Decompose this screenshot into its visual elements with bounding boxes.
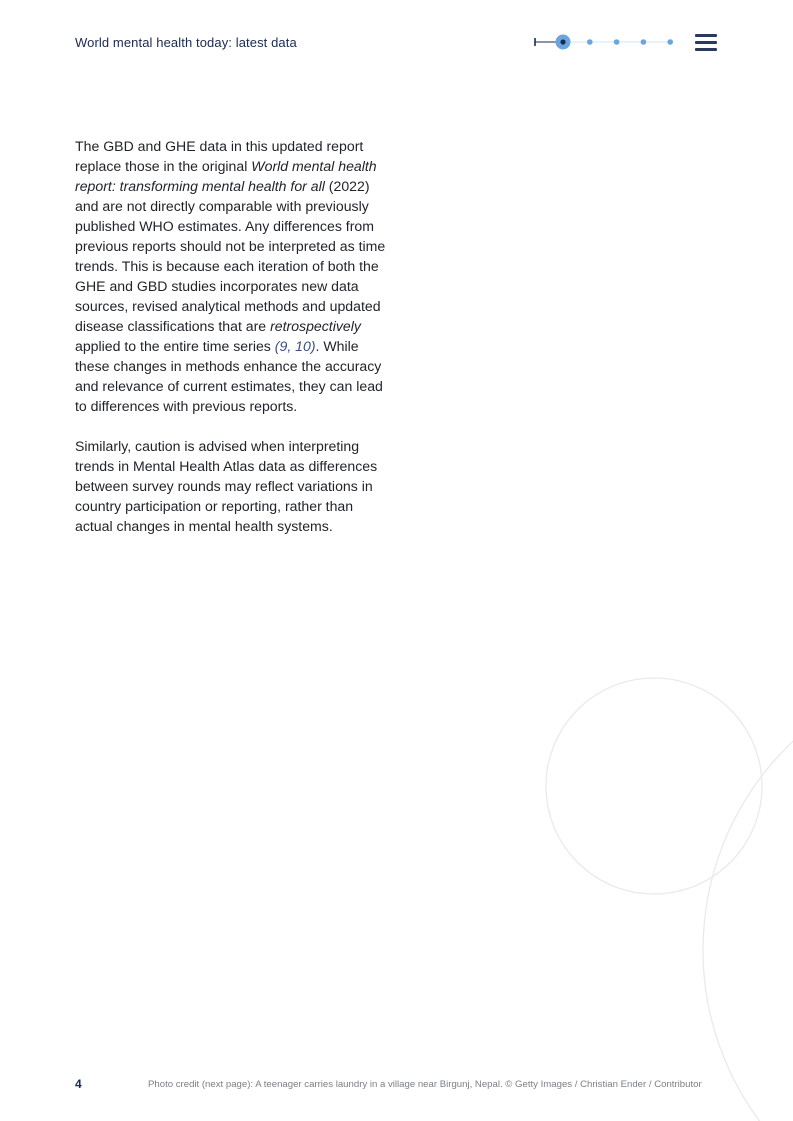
header-title: World mental health today: latest data xyxy=(75,35,297,50)
hamburger-menu-icon-bar xyxy=(695,34,717,37)
progress-dot[interactable] xyxy=(641,39,647,45)
report-title-italic: World mental health report: transforming mental health for all xyxy=(75,158,377,194)
progress-dot[interactable] xyxy=(667,39,673,45)
text-span: applied to the entire time series xyxy=(75,338,275,354)
progress-dot-current-core xyxy=(560,39,565,44)
progress-dot[interactable] xyxy=(614,39,620,45)
paragraph-data-comparability xyxy=(75,136,387,416)
page-number: 4 xyxy=(75,1077,82,1091)
menu-button[interactable] xyxy=(693,32,719,52)
text-span: (2022) and are not directly comparable with previously published WHO estimates. Any differences from previous reports should not be interpreted as time trends. This is because each iteration of both the GHE and GBD studies incorporates new data sources, revised analytical methods and updated disease classifications that are xyxy=(75,178,386,334)
section-progress-nav[interactable] xyxy=(532,30,677,54)
hamburger-menu-icon-bar xyxy=(695,41,717,44)
body-text xyxy=(75,136,387,556)
decorative-circle-large xyxy=(703,663,793,1121)
progress-dot[interactable] xyxy=(587,39,593,45)
citation-link[interactable]: (9, 10) xyxy=(274,338,316,354)
hamburger-menu-icon-bar xyxy=(695,48,717,51)
emphasis-italic: retrospectively xyxy=(270,318,361,334)
text-span: The GBD and GHE data in this updated report replace those in the original xyxy=(75,138,364,174)
decorative-circle-small xyxy=(546,678,762,894)
text-span: . While these changes in methods enhance the accuracy and relevance of current estimates, they can lead to differences with previous reports. xyxy=(75,338,383,414)
photo-credit: Photo credit (next page): A teenager carries laundry in a village near Birgunj, Nepal. © Getty Images / Christian Ender / Contributor xyxy=(148,1079,702,1090)
paragraph-atlas-caution: Similarly, caution is advised when interpreting trends in Mental Health Atlas data as differences between survey rounds may reflect variations in country participation or reporting, rather than actual changes in mental health systems. xyxy=(75,438,378,534)
